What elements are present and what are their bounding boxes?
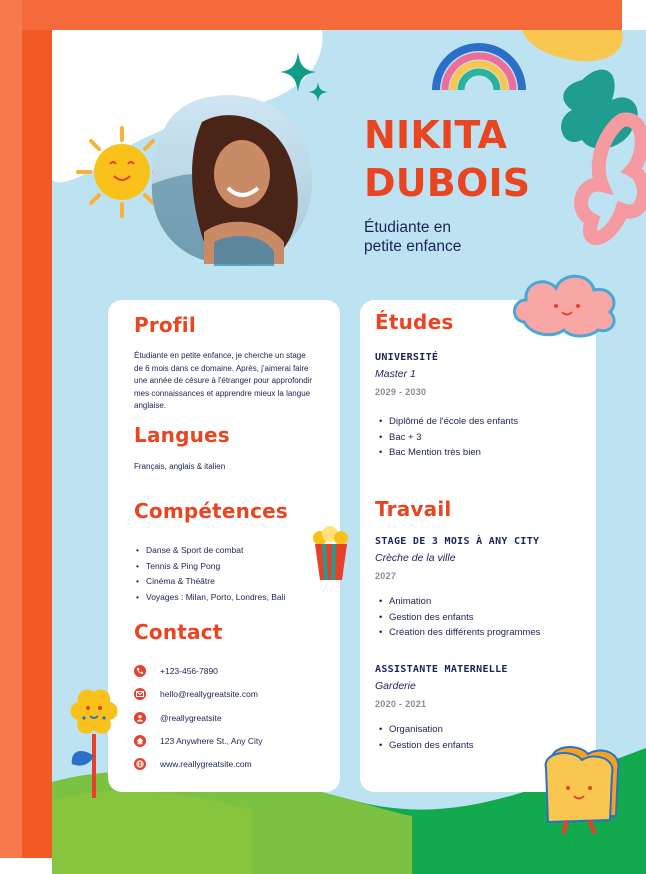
flower-icon (66, 686, 122, 802)
list-item: • Organisation (389, 722, 599, 738)
list-item: • Voyages : Milan, Porto, Londres, Bali (146, 590, 346, 606)
resume-sheet (52, 30, 646, 874)
subtitle-line-2: petite enfance (364, 238, 462, 255)
list-item: • Gestion des enfants (389, 738, 599, 754)
work-heading: Travail (375, 497, 452, 521)
list-item: • Diplômé de l'école des enfants (389, 414, 599, 430)
phone-icon (134, 665, 146, 677)
home-icon (134, 735, 146, 747)
list-item: • Tennis & Ping Pong (146, 559, 346, 575)
languages-heading: Langues (134, 423, 230, 447)
education-years: 2029 - 2030 (375, 387, 427, 397)
job-1-place: Crèche de la ville (375, 552, 456, 564)
job-2-title: ASSISTANTE MATERNELLE (375, 664, 508, 675)
user-icon (134, 712, 146, 724)
toast-icon (538, 742, 630, 834)
salmon-frame-top (22, 0, 622, 30)
contact-phone: +123-456-7890 (160, 666, 218, 676)
contact-address: 123 Anywhere St., Any City (160, 736, 263, 746)
profile-heading: Profil (134, 313, 196, 337)
salmon-frame-edge (0, 0, 22, 858)
cloud-icon (510, 268, 622, 338)
job-1-list (377, 594, 599, 641)
list-item: • Cinéma & Théâtre (146, 574, 346, 590)
list-item: • Création des différents programmes (389, 625, 599, 641)
rainbow-icon (430, 32, 528, 92)
languages-text: Français, anglais & italien (134, 462, 226, 471)
skills-list (134, 543, 346, 605)
job-2-years: 2020 - 2021 (375, 699, 427, 709)
list-item: • Bac Mention très bien (389, 445, 599, 461)
list-item: • Bac + 3 (389, 430, 599, 446)
education-school: UNIVERSITÉ (375, 352, 439, 363)
education-heading: Études (375, 310, 454, 334)
education-list (377, 414, 599, 461)
education-degree: Master 1 (375, 368, 416, 380)
plant-squiggle-decoration (552, 60, 646, 280)
email-icon (134, 688, 146, 700)
globe-icon (134, 758, 146, 770)
job-2-place: Garderie (375, 680, 416, 692)
contact-heading: Contact (134, 620, 223, 644)
list-item: • Animation (389, 594, 599, 610)
first-name: NIKITA (364, 113, 508, 157)
skills-heading: Compétences (134, 499, 289, 523)
job-2-list (377, 722, 599, 753)
subtitle-line-1: Étudiante en (364, 219, 452, 236)
profile-text: Étudiante en petite enfance, je cherche un stage de 6 mois dans ce domaine. Après, j'aimerai faire une année de césure à l'étranger pour approfondir mes connaissances et apprendre mieux la langue anglaise. (134, 351, 313, 410)
job-1-title: STAGE DE 3 MOIS À ANY CITY (375, 536, 540, 547)
last-name: DUBOIS (364, 161, 531, 205)
profile-photo (144, 92, 314, 270)
contact-social: @reallygreatsite (160, 713, 222, 723)
contact-website: www.reallygreatsite.com (160, 759, 252, 769)
list-item: • Gestion des enfants (389, 610, 599, 626)
job-1-years: 2027 (375, 571, 397, 581)
contact-email: hello@reallygreatsite.com (160, 689, 258, 699)
list-item: • Danse & Sport de combat (146, 543, 346, 559)
